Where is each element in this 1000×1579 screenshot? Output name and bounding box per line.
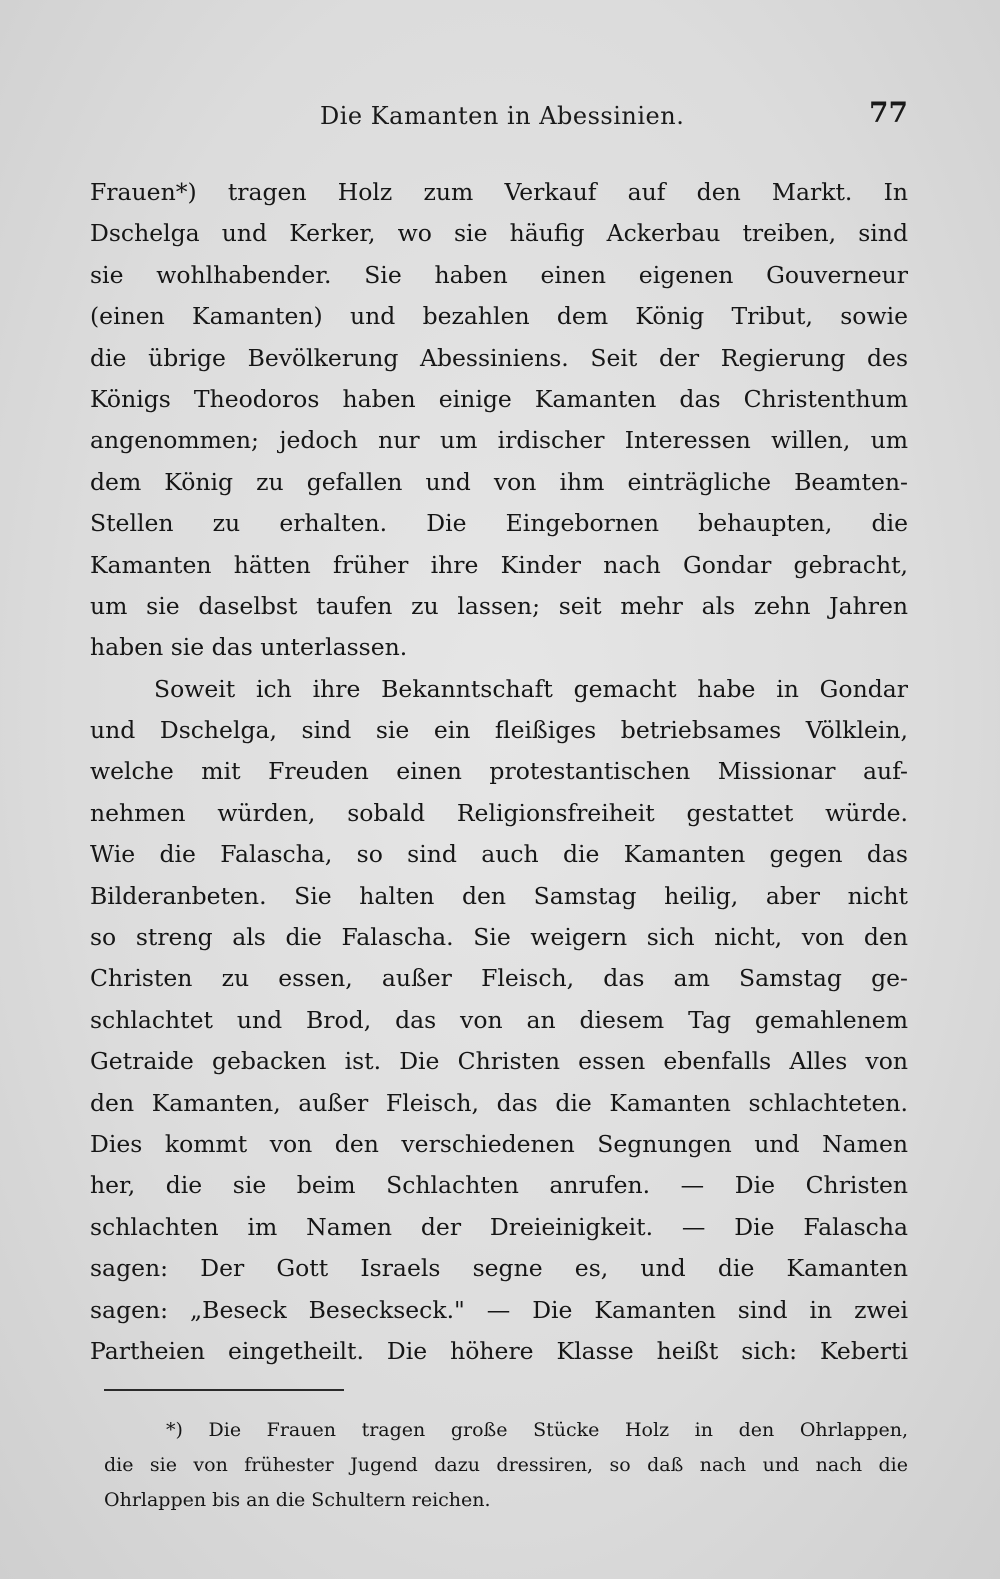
text-line: den Kamanten, außer Fleisch, das die Kamanten schlachteten.: [90, 1088, 908, 1117]
footnote-line: Ohrlappen bis an die Schultern reichen.: [104, 1489, 491, 1511]
text-line: Partheien eingetheilt. Die höhere Klasse heißt sich: Keberti: [90, 1336, 908, 1365]
text-line: sagen: „Beseck Beseckseck." — Die Kamanten sind in zwei: [90, 1295, 908, 1324]
text-line: angenommen; jedoch nur um irdischer Interessen willen, um: [90, 426, 908, 455]
text-line: die übrige Bevölkerung Abessiniens. Seit der Regierung des: [90, 343, 908, 372]
text-line: schlachten im Namen der Dreieinigkeit. — Die Falascha: [90, 1212, 908, 1241]
body-text: [90, 172, 908, 1372]
text-line: welche mit Freuden einen protestantischen Missionar auf-: [90, 757, 908, 786]
text-line: Dschelga und Kerker, wo sie häufig Ackerbau treiben, sind: [90, 219, 908, 248]
text-line: haben sie das unterlassen.: [90, 633, 408, 662]
footnote-line: die sie von frühester Jugend dazu dressiren, so daß nach und nach die: [104, 1454, 908, 1476]
text-line: Bilderanbeten. Sie halten den Samstag heilig, aber nicht: [90, 881, 908, 910]
text-line: Wie die Falascha, so sind auch die Kamanten gegen das: [90, 840, 908, 869]
text-line: Kamanten hätten früher ihre Kinder nach Gondar gebracht,: [90, 550, 908, 579]
text-line: Königs Theodoros haben einige Kamanten das Christenthum: [90, 384, 908, 413]
text-line: Christen zu essen, außer Fleisch, das am Samstag ge-: [90, 964, 908, 993]
text-line: nehmen würden, sobald Religionsfreiheit gestattet würde.: [90, 798, 908, 827]
footnote: [104, 1413, 908, 1518]
text-line: um sie daselbst taufen zu lassen; seit mehr als zehn Jahren: [90, 591, 908, 620]
text-line: Getraide gebacken ist. Die Christen essen ebenfalls Alles von: [90, 1047, 908, 1076]
text-line: Dies kommt von den verschiedenen Segnungen und Namen: [90, 1129, 908, 1158]
page-header: [90, 96, 908, 136]
text-line: schlachtet und Brod, das von an diesem Tag gemahlenem: [90, 1005, 908, 1034]
text-line: sagen: Der Gott Israels segne es, und die Kamanten: [90, 1254, 908, 1283]
text-line: Soweit ich ihre Bekanntschaft gemacht habe in Gondar: [154, 674, 908, 703]
footnote-rule: [104, 1389, 344, 1391]
page-number: 77: [869, 96, 908, 129]
text-line: und Dschelga, sind sie ein fleißiges betriebsames Völklein,: [90, 716, 908, 745]
footnote-line: *) Die Frauen tragen große Stücke Holz in den Ohrlappen,: [166, 1419, 908, 1441]
text-line: (einen Kamanten) und bezahlen dem König Tribut, sowie: [90, 302, 908, 331]
running-title: Die Kamanten in Abessinien.: [320, 102, 685, 130]
text-line: Frauen*) tragen Holz zum Verkauf auf den Markt. In: [90, 178, 908, 206]
text-line: Stellen zu erhalten. Die Eingebornen behaupten, die: [90, 509, 908, 538]
text-line: her, die sie beim Schlachten anrufen. — Die Christen: [90, 1171, 908, 1200]
text-line: dem König zu gefallen und von ihm einträgliche Beamten-: [90, 467, 908, 496]
text-line: sie wohlhabender. Sie haben einen eigenen Gouverneur: [90, 260, 908, 289]
text-line: so streng als die Falascha. Sie weigern sich nicht, von den: [90, 923, 908, 952]
